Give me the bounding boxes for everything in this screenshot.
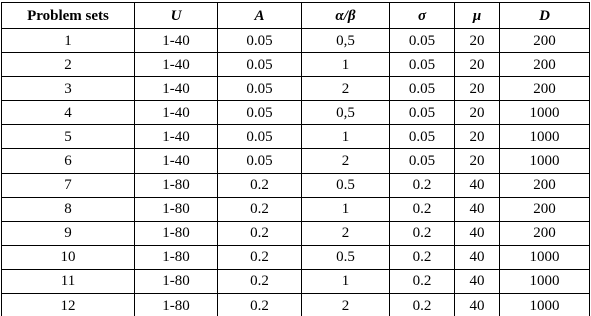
cell-u: 1-80 [135, 245, 218, 269]
cell-mu: 40 [455, 197, 500, 221]
cell-a: 0.05 [218, 53, 302, 77]
cell-sigma: 0.2 [390, 245, 455, 269]
cell-u: 1-80 [135, 269, 218, 293]
cell-d: 1000 [500, 125, 590, 149]
cell-problem-set: 9 [2, 221, 135, 245]
table-row [2, 221, 590, 245]
cell-alpha-beta: 2 [302, 221, 390, 245]
table-row [2, 173, 590, 197]
cell-a: 0.2 [218, 294, 302, 316]
cell-sigma: 0.2 [390, 294, 455, 316]
cell-a: 0.05 [218, 149, 302, 173]
cell-problem-set: 10 [2, 245, 135, 269]
cell-a: 0.2 [218, 197, 302, 221]
table-row [2, 125, 590, 149]
cell-u: 1-80 [135, 221, 218, 245]
cell-d: 200 [500, 53, 590, 77]
cell-d: 1000 [500, 294, 590, 316]
cell-d: 1000 [500, 245, 590, 269]
cell-problem-set: 4 [2, 101, 135, 125]
header-row [2, 3, 590, 29]
cell-alpha-beta: 1 [302, 197, 390, 221]
header-sigma: σ [390, 3, 455, 29]
header-problem-sets: Problem sets [2, 3, 135, 29]
cell-a: 0.2 [218, 269, 302, 293]
cell-mu: 40 [455, 294, 500, 316]
cell-u: 1-80 [135, 173, 218, 197]
header-u: U [135, 3, 218, 29]
table-row [2, 197, 590, 221]
cell-alpha-beta: 2 [302, 77, 390, 101]
cell-sigma: 0.2 [390, 173, 455, 197]
table-row [2, 269, 590, 293]
cell-sigma: 0.05 [390, 53, 455, 77]
table-row [2, 29, 590, 53]
cell-problem-set: 3 [2, 77, 135, 101]
cell-a: 0.05 [218, 101, 302, 125]
cell-problem-set: 8 [2, 197, 135, 221]
cell-u: 1-40 [135, 53, 218, 77]
cell-alpha-beta: 1 [302, 269, 390, 293]
cell-sigma: 0.05 [390, 125, 455, 149]
table-row [2, 294, 590, 316]
header-mu: μ [455, 3, 500, 29]
cell-sigma: 0.05 [390, 149, 455, 173]
cell-alpha-beta: 2 [302, 149, 390, 173]
cell-a: 0.05 [218, 29, 302, 53]
cell-mu: 20 [455, 149, 500, 173]
header-alpha-beta: α/β [302, 3, 390, 29]
cell-problem-set: 12 [2, 294, 135, 316]
cell-alpha-beta: 0.5 [302, 245, 390, 269]
cell-a: 0.2 [218, 221, 302, 245]
cell-sigma: 0.05 [390, 101, 455, 125]
cell-mu: 20 [455, 29, 500, 53]
cell-d: 200 [500, 221, 590, 245]
cell-u: 1-40 [135, 77, 218, 101]
cell-u: 1-40 [135, 29, 218, 53]
cell-u: 1-80 [135, 197, 218, 221]
cell-u: 1-40 [135, 125, 218, 149]
cell-sigma: 0.2 [390, 221, 455, 245]
cell-alpha-beta: 1 [302, 125, 390, 149]
cell-d: 200 [500, 197, 590, 221]
cell-problem-set: 11 [2, 269, 135, 293]
cell-sigma: 0.2 [390, 197, 455, 221]
table-row [2, 77, 590, 101]
cell-problem-set: 7 [2, 173, 135, 197]
table-row [2, 245, 590, 269]
header-a: A [218, 3, 302, 29]
table-body [2, 29, 590, 316]
cell-d: 1000 [500, 269, 590, 293]
cell-sigma: 0.05 [390, 77, 455, 101]
cell-u: 1-40 [135, 149, 218, 173]
problem-sets-table [1, 2, 590, 316]
cell-sigma: 0.05 [390, 29, 455, 53]
cell-mu: 40 [455, 245, 500, 269]
cell-a: 0.05 [218, 77, 302, 101]
cell-d: 200 [500, 173, 590, 197]
cell-d: 1000 [500, 149, 590, 173]
cell-a: 0.2 [218, 173, 302, 197]
cell-mu: 40 [455, 269, 500, 293]
cell-d: 200 [500, 29, 590, 53]
header-d: D [500, 3, 590, 29]
cell-mu: 20 [455, 101, 500, 125]
table-row [2, 149, 590, 173]
cell-u: 1-40 [135, 101, 218, 125]
cell-u: 1-80 [135, 294, 218, 316]
cell-mu: 20 [455, 77, 500, 101]
cell-sigma: 0.2 [390, 269, 455, 293]
cell-d: 1000 [500, 101, 590, 125]
cell-problem-set: 6 [2, 149, 135, 173]
cell-d: 200 [500, 77, 590, 101]
cell-mu: 20 [455, 53, 500, 77]
cell-mu: 40 [455, 221, 500, 245]
cell-alpha-beta: 0,5 [302, 101, 390, 125]
cell-problem-set: 1 [2, 29, 135, 53]
cell-problem-set: 2 [2, 53, 135, 77]
cell-mu: 40 [455, 173, 500, 197]
cell-mu: 20 [455, 125, 500, 149]
cell-alpha-beta: 0.5 [302, 173, 390, 197]
cell-alpha-beta: 0,5 [302, 29, 390, 53]
table-row [2, 53, 590, 77]
cell-a: 0.2 [218, 245, 302, 269]
cell-alpha-beta: 2 [302, 294, 390, 316]
cell-alpha-beta: 1 [302, 53, 390, 77]
cell-problem-set: 5 [2, 125, 135, 149]
table-row [2, 101, 590, 125]
cell-a: 0.05 [218, 125, 302, 149]
